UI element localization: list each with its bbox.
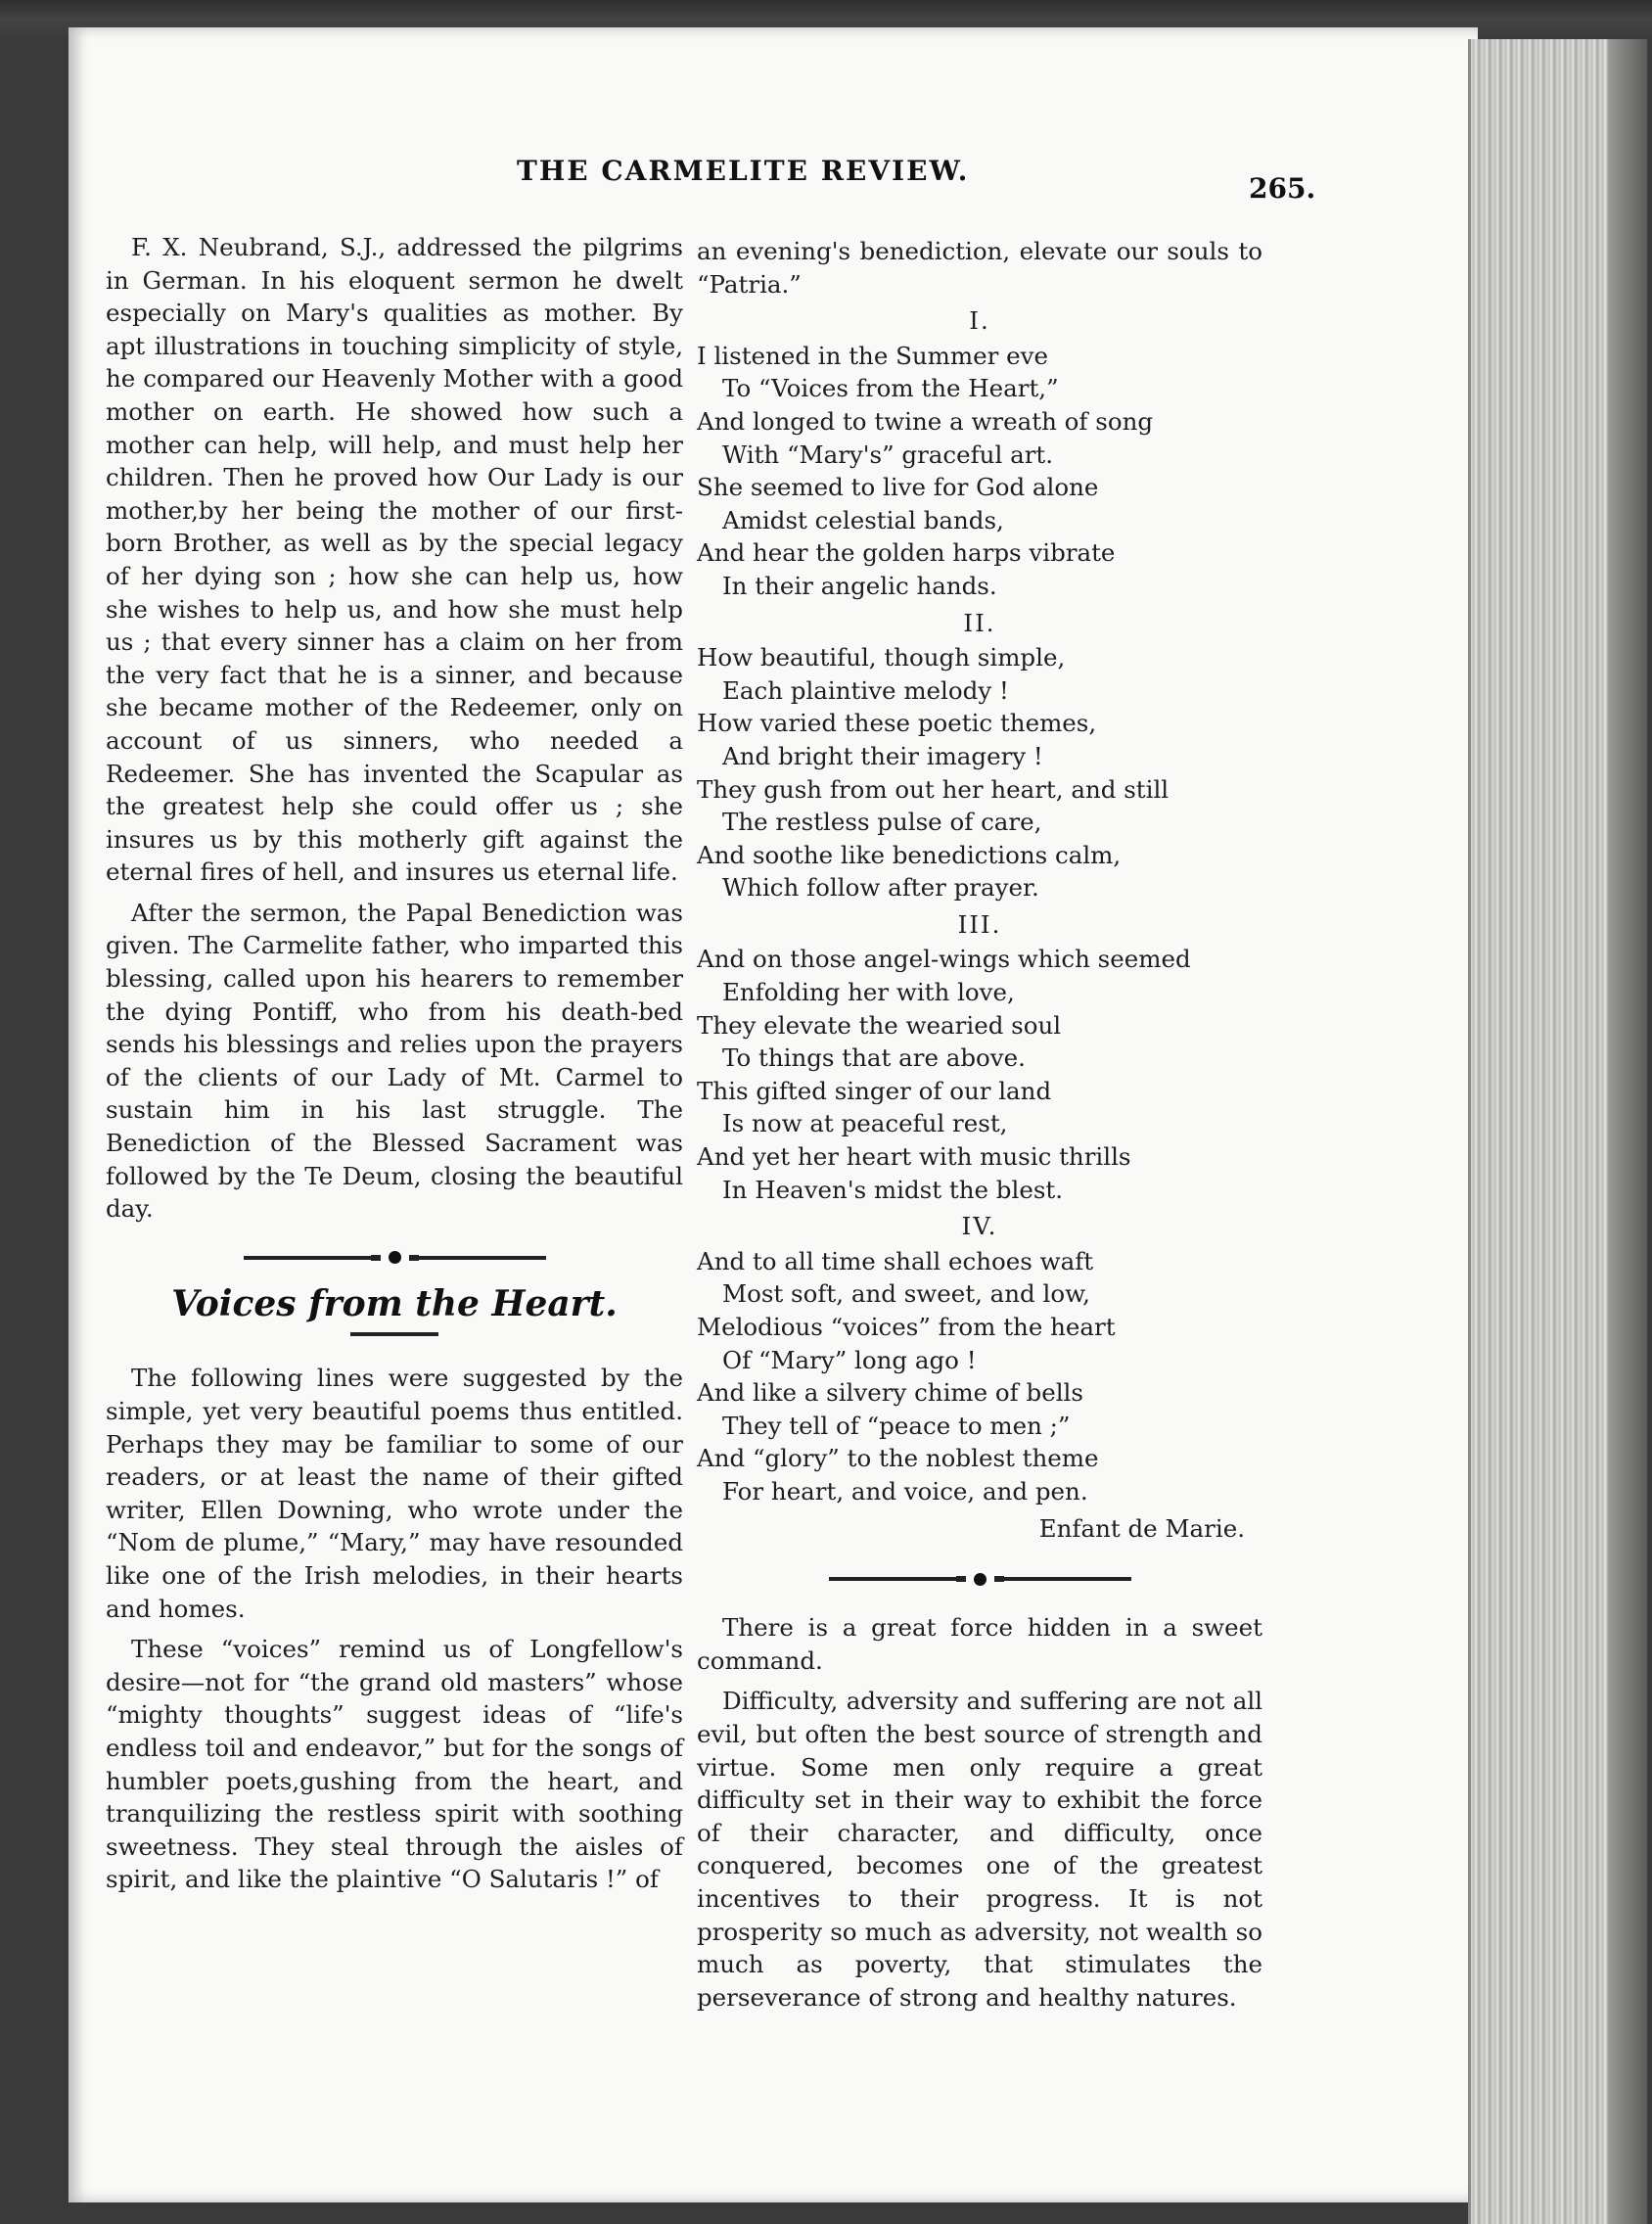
book-page-edges <box>1468 39 1647 2224</box>
stanza <box>697 304 1262 602</box>
verse-line: And longed to twine a wreath of song <box>697 406 1154 436</box>
verse-line: In their angelic hands. <box>722 571 997 600</box>
verse-line: Melodious “voices” from the heart <box>697 1313 1116 1341</box>
verse-line: How beautiful, though simple, <box>697 643 1066 672</box>
stanza <box>697 607 1262 904</box>
stanza-number: IV. <box>961 1212 998 1241</box>
running-head: THE CARMELITE REVIEW. <box>517 155 970 187</box>
verse-line: And on those angel-wings which seemed <box>697 945 1191 974</box>
verse-line: The restless pulse of care, <box>722 808 1042 837</box>
verse-line: I listened in the Summer eve <box>697 341 1048 370</box>
ornament-divider <box>106 1235 683 1280</box>
poem-signature: Enfant de Marie. <box>1038 1513 1245 1543</box>
left-column <box>106 231 683 1896</box>
stanza-number: I. <box>969 306 990 336</box>
verse-line: They gush from out her heart, and still <box>697 774 1170 804</box>
benediction-paragraph: After the sermon, the Papal Benediction was given. The Carmelite father, who imparted this blessing, called upon his hearers to remember the dying Pontiff, who from his death-bed sends his blessings and relies upon the prayers of the clients of our Lady of Mt. Carmel to sustain him in his last struggle. The Benediction of the Blessed Sacrament was followed by the Te Deum, closing the beautiful day. <box>106 898 683 1224</box>
verse-line: Amidst celestial bands, <box>722 505 1004 534</box>
maxim-paragraph: There is a great force hidden in a sweet command. <box>697 1613 1262 1675</box>
intro-continuation: an evening's benediction, elevate our souls to “Patria.” <box>697 237 1262 299</box>
poem-title: Voices from the Heart. <box>171 1282 618 1324</box>
verse-line: Is now at peaceful rest, <box>722 1109 1008 1138</box>
verse-line: And bright their imagery ! <box>722 741 1043 770</box>
intro-paragraph: The following lines were suggested by the simple, yet very beautiful poems thus entitled. Perhaps they may be familiar to some of our readers, or at least the name of their gifted writer, Ellen Downing, who wrote under the “Nom de plume,” “Mary,” may have resounded like one of the Irish melodies, in their hearts and homes. <box>106 1364 683 1623</box>
verse-line: They tell of “peace to men ;” <box>722 1411 1071 1440</box>
adversity-paragraph: Difficulty, adversity and suffering are not all evil, but often the best source of strength and virtue. Some men only require a great difficulty set in their way to exhibit the force of their character, and difficulty, once conquered, becomes one of the greatest incentives to their progress. It is not prosperity so much as adversity, not wealth so much as poverty, that stimulates the perseverance of strong and healthy natures. <box>697 1687 1262 2012</box>
verse-line: With “Mary's” graceful art. <box>722 440 1054 469</box>
title-rule <box>350 1332 438 1336</box>
verse-line: And soothe like benedictions calm, <box>697 840 1122 869</box>
verse-line: Each plaintive melody ! <box>722 675 1009 705</box>
right-column <box>697 235 1262 2014</box>
verse-line: Of “Mary” long ago ! <box>722 1345 977 1374</box>
verse-line: This gifted singer of our land <box>697 1076 1052 1105</box>
verse-line: Which follow after prayer. <box>722 873 1039 903</box>
verse-line: And yet her heart with music thrills <box>697 1142 1131 1172</box>
verse-line: For heart, and voice, and pen. <box>722 1476 1088 1506</box>
verse-line: In Heaven's midst the blest. <box>722 1175 1064 1204</box>
verse-line: Enfolding her with love, <box>722 978 1015 1007</box>
verse-line: They elevate the wearied soul <box>697 1010 1062 1040</box>
verse-line: And like a silvery chime of bells <box>697 1378 1083 1408</box>
verse-line: And hear the golden harps vibrate <box>697 538 1116 568</box>
stanza <box>697 908 1262 1206</box>
verse-line: And “glory” to the noblest theme <box>697 1444 1099 1473</box>
page-number: 265. <box>1249 172 1316 205</box>
verse-line: To “Voices from the Heart,” <box>722 374 1059 403</box>
verse-line: Most soft, and sweet, and low, <box>722 1279 1090 1309</box>
stanza-number: III. <box>957 909 1002 939</box>
ornament-divider <box>697 1556 1262 1601</box>
stanza <box>697 1210 1262 1507</box>
verse-line: She seemed to live for God alone <box>697 473 1099 502</box>
stanza-number: II. <box>963 608 996 637</box>
verse-line: To things that are above. <box>722 1043 1026 1073</box>
sermon-paragraph: F. X. Neubrand, S.J., addressed the pilgrims in German. In his eloquent sermon he dwelt especially on Mary's qualities as mother. By apt illustrations in touching simplicity of style, he compared our Heavenly Mother with a good mother on earth. He showed how such a mother can help, will help, and must help her children. Then he proved how Our Lady is our mother,by her being the mother of our first-born Brother, as well as by the special legacy of her dying son ; how she can help us, how she wishes to help us, and how she must help us ; that every sinner has a claim on her from the very fact that he is a sinner, and because she became mother of the Redeemer, only on account of us sinners, who needed a Redeemer. She has invented the Scapular as the greatest help she could offer us ; she insures us by this motherly gift against the eternal fires of hell, and insures us eternal life. <box>106 233 683 887</box>
verse-line: How varied these poetic themes, <box>697 709 1097 738</box>
verse-line: And to all time shall echoes waft <box>697 1246 1094 1275</box>
intro-paragraph: These “voices” remind us of Longfellow's desire—not for “the grand old masters” whose “mighty thoughts” suggest ideas of “life's endless toil and endeavor,” but for the songs of humbler poets,gushing from the heart, and tranquilizing the restless spirit with soothing sweetness. They steal through the aisles of spirit, and like the plaintive “O Salutaris !” of <box>106 1635 683 1894</box>
